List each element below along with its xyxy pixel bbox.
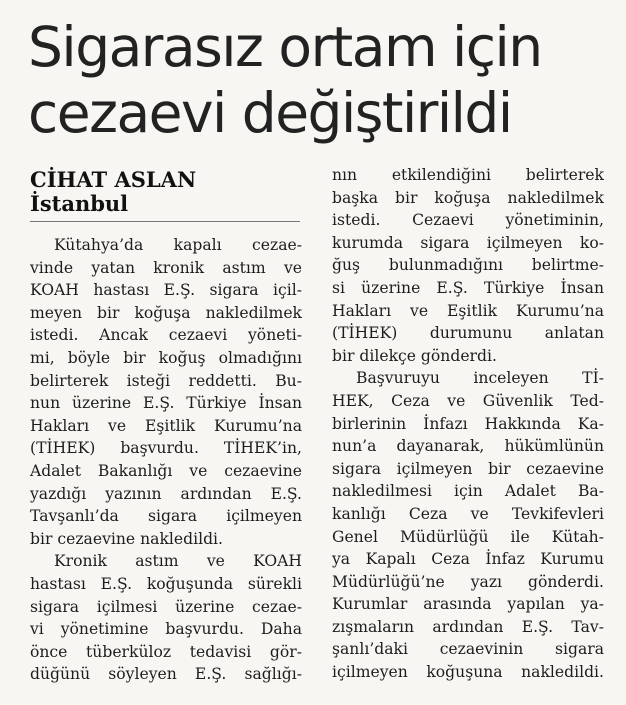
text-line: meyen bir koğuşa nakledilmek: [30, 303, 302, 322]
text-line: bir cezaevine nakledildi.: [30, 529, 223, 548]
text-line: vi yönetimine başvurdu. Daha: [30, 620, 302, 639]
text-line: kanlığı Ceza ve Tevkifevleri: [332, 504, 604, 523]
text-line: Adalet Bakanlığı ve cezaevine: [30, 461, 302, 480]
text-line: ğuş bulunmadığını belirtme-: [332, 256, 604, 275]
text-line: şanlı’daki cezaevinin sigara: [332, 640, 604, 659]
text-line: Kütahya’da kapalı cezae-: [54, 236, 302, 254]
text-line: nun’a dayanarak, hükümlünün: [332, 437, 604, 456]
text-line: Başvuruyu inceleyen Tİ-: [356, 369, 604, 388]
article-headline: [28, 14, 618, 146]
author-name: CİHAT ASLAN: [30, 167, 197, 192]
text-line: başka bir koğuşa nakledilmek: [332, 188, 604, 207]
text-line: sigara içilmeyen bir cezaevine: [332, 459, 604, 478]
text-line: düğünü söyleyen E.Ş. sağlığı-: [30, 665, 302, 684]
headline-line-1: Sigarasız ortam için: [28, 15, 542, 79]
dateline-location: İstanbul: [30, 191, 129, 216]
byline: [30, 168, 196, 216]
text-line: istedi. Cezaevi yönetiminin,: [332, 211, 604, 230]
text-line: Müdürlüğü’ne yazı gönderdi.: [332, 572, 604, 591]
text-line: kurumda sigara içilmeyen ko-: [332, 233, 604, 252]
text-line: sigara içilmesi üzerine cezae-: [30, 597, 302, 616]
text-line: si üzerine E.Ş. Türkiye İnsan: [332, 278, 604, 297]
article-column-1: [30, 234, 302, 686]
text-line: zışmaların ardından E.Ş. Tav-: [332, 617, 604, 636]
text-line: içilmeyen koğuşuna nakledildi.: [332, 663, 604, 682]
text-line: önce tüberküloz tedavisi gör-: [30, 642, 302, 661]
text-line: mi, böyle bir koğuş olmadığını: [30, 348, 302, 367]
text-line: HEK, Ceza ve Güvenlik Ted-: [332, 391, 604, 410]
text-line: bir dilekçe gönderdi.: [332, 346, 497, 365]
text-line: belirterek isteği reddetti. Bu-: [30, 371, 302, 390]
text-line: birlerinin İnfazı Hakkında Ka-: [332, 414, 604, 433]
text-line: hastası E.Ş. koğuşunda sürekli: [30, 574, 302, 593]
text-line: nın etkilendiğini belirterek: [332, 166, 604, 184]
text-line: nakledilmesi için Adalet Ba-: [332, 482, 604, 501]
article-column-2: [332, 164, 604, 684]
text-line: KOAH hastası E.Ş. sigara içil-: [30, 281, 302, 300]
text-line: Kurumlar arasında yapılan ya-: [332, 595, 604, 614]
text-line: Genel Müdürlüğü ile Kütah-: [332, 527, 604, 546]
headline-line-2: cezaevi değiştirildi: [28, 81, 512, 145]
byline-divider: [30, 221, 300, 222]
text-line: vinde yatan kronik astım ve: [30, 258, 302, 277]
text-line: yazdığı yazının ardından E.Ş.: [30, 484, 302, 503]
text-line: Hakları ve Eşitlik Kurumu’na: [30, 416, 302, 435]
text-line: (TİHEK) durumunu anlatan: [332, 324, 604, 343]
text-line: nun üzerine E.Ş. Türkiye İnsan: [30, 394, 302, 413]
text-line: ya Kapalı Ceza İnfaz Kurumu: [332, 550, 604, 569]
text-line: Kronik astım ve KOAH: [54, 552, 302, 571]
text-line: Hakları ve Eşitlik Kurumu’na: [332, 301, 604, 320]
text-line: Tavşanlı’da sigara içilmeyen: [30, 507, 302, 526]
text-line: (TİHEK) başvurdu. TİHEK’in,: [30, 439, 302, 458]
text-line: istedi. Ancak cezaevi yöneti-: [30, 326, 302, 345]
